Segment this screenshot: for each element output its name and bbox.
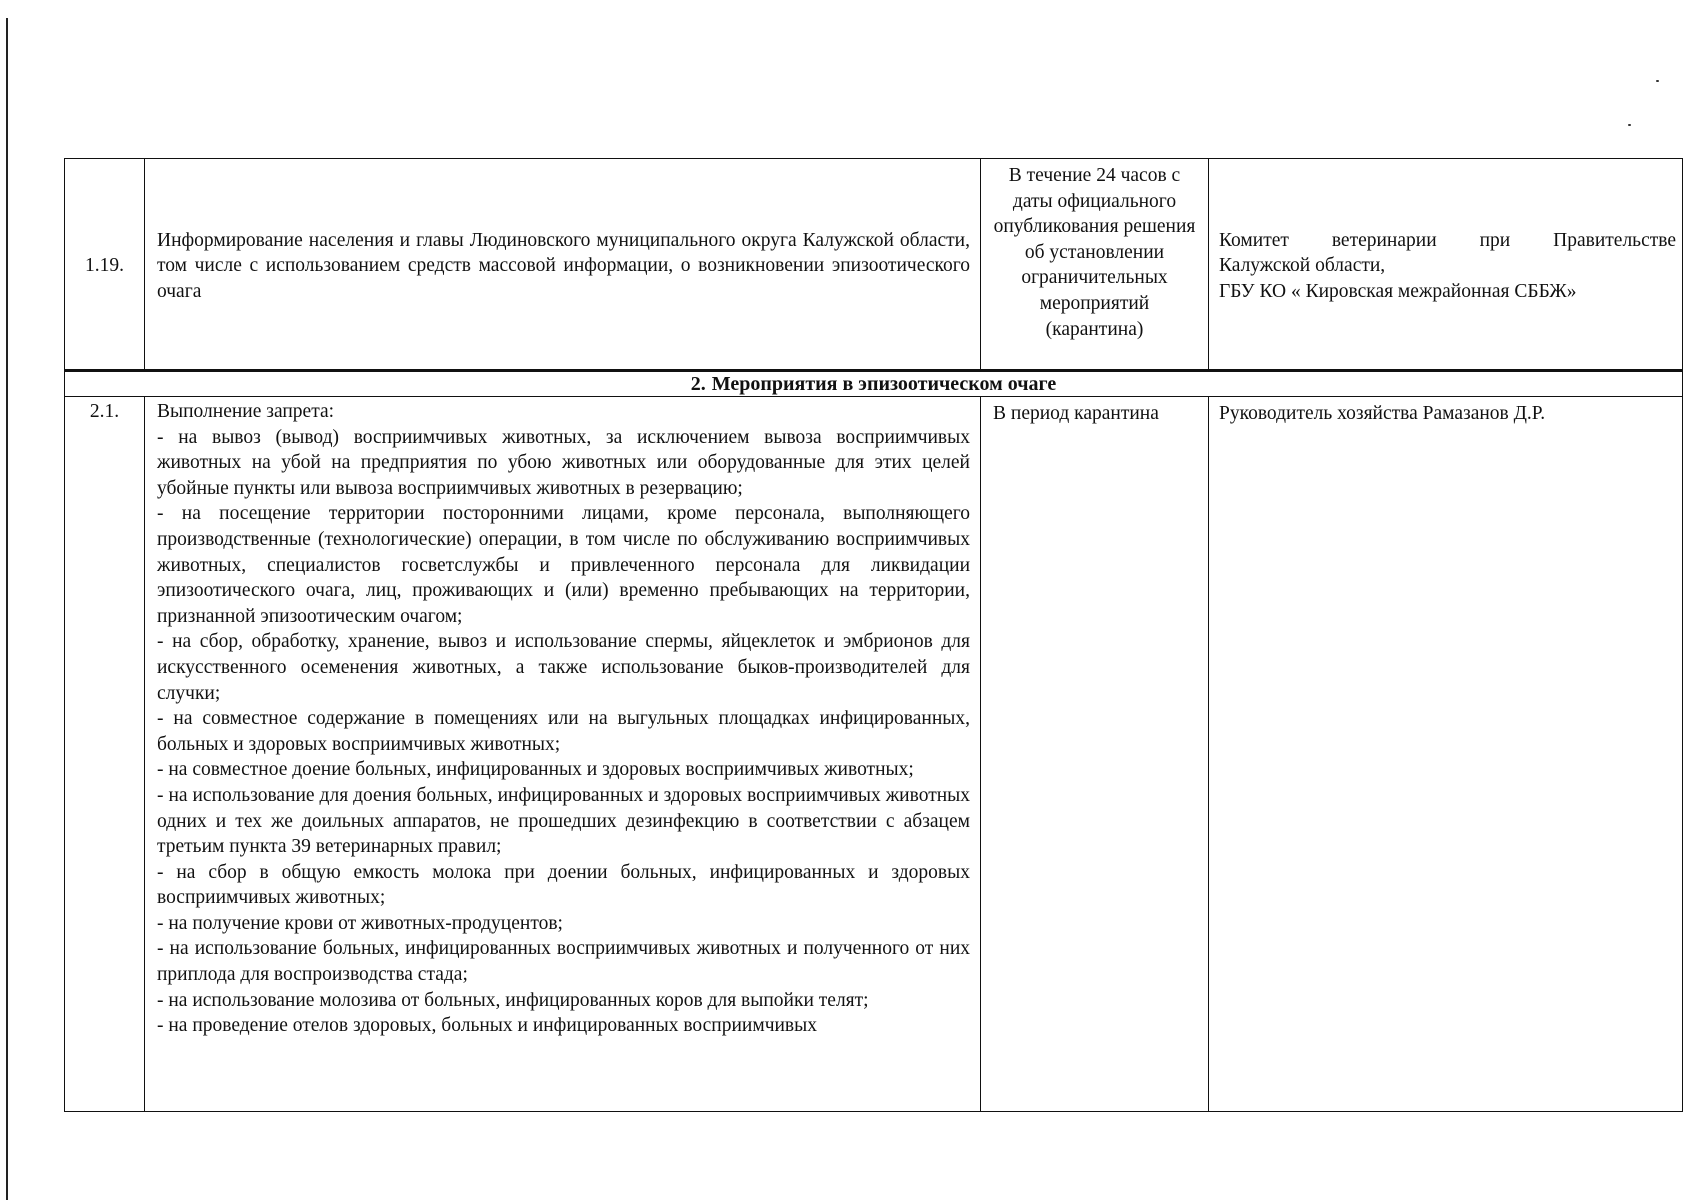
prohibition-item: - на совместное доение больных, инфицированных и здоровых восприимчивых животных; — [157, 759, 914, 781]
responsible-party — [1209, 159, 1683, 371]
row-number: 2.1. — [65, 397, 145, 1112]
prohibition-item: - на получение крови от животных-продуцентов; — [157, 912, 563, 934]
prohibition-item: - на сбор, обработку, хранение, вывоз и использование спермы, яйцеклеток и эмбрионов для искусственного осеменения животных, а также использование быков-производителей для случки; — [157, 631, 970, 704]
section-title: Мероприятия в эпизоотическом очаге — [711, 373, 1057, 395]
responsible-line: ГБУ КО « Кировская межрайонная СББЖ» — [1219, 280, 1577, 302]
responsible-line: Комитет ветеринарии при Правительстве — [1219, 229, 1676, 251]
scan-page-edge — [6, 18, 8, 1200]
measure-intro: Выполнение запрета: — [157, 401, 335, 422]
responsible-party: Руководитель хозяйства Рамазанов Д.Р. — [1209, 397, 1683, 1112]
measure-description — [145, 397, 981, 1112]
prohibition-item: - на использование больных, инфицированных восприимчивых животных и полученного от них приплода для воспроизводства стада; — [157, 938, 970, 986]
measure-term: В период карантина — [981, 397, 1209, 1112]
measures-table — [64, 158, 1683, 1112]
prohibition-item: - на вывоз (вывод) восприимчивых животных, за исключением вывоза восприимчивых животных на убой на предприятия по убою животных или оборудованные для этих целей убойные пункты или вывоза восприимчивых животных в резервацию; — [157, 426, 970, 499]
prohibition-item: - на проведение отелов здоровых, больных и инфицированных восприимчивых — [157, 1015, 817, 1037]
scan-speck — [1656, 80, 1659, 82]
measure-term: В течение 24 часов с даты официального опубликования решения об установлении ограничительных мероприятий (карантина) — [981, 159, 1209, 371]
prohibition-item: - на сбор в общую емкость молока при доении больных, инфицированных и здоровых восприимчивых животных; — [157, 861, 970, 909]
table-row — [65, 159, 1683, 371]
prohibition-item: - на посещение территории посторонними лицами, кроме персонала, выполняющего производственные (технологические) операции, в том числе по обслуживанию восприимчивых животных, специалистов госветслужбы и привлеченного персонала для ликвидации эпизоотического очага, лиц, проживающих и (или) временно пребывающих на территории, признанной эпизоотическим очагом; — [157, 503, 970, 627]
prohibition-item: - на использование молозива от больных, инфицированных коров для выпойки телят; — [157, 989, 869, 1011]
section-heading-row — [65, 371, 1683, 397]
prohibition-item: - на совместное содержание в помещениях или на выгульных площадках инфицированных, больных и здоровых восприимчивых животных; — [157, 708, 970, 755]
row-number: 1.19. — [65, 159, 145, 371]
responsible-line: Калужской области, — [1219, 255, 1386, 277]
section-heading — [65, 371, 1683, 397]
measure-description: Информирование населения и главы Людиновского муниципального округа Калужской области, том числе с использованием средств массовой информации, о возникновении эпизоотического очага — [145, 159, 981, 371]
scan-speck — [1628, 124, 1631, 126]
table-row — [65, 397, 1683, 1112]
prohibition-item: - на использование для доения больных, инфицированных и здоровых восприимчивых животных одних и тех же доильных аппаратов, не прошедших дезинфекцию в соответствии с абзацем третьим пункта 39 ветеринарных правил; — [157, 784, 970, 858]
section-number: 2. — [690, 373, 706, 395]
